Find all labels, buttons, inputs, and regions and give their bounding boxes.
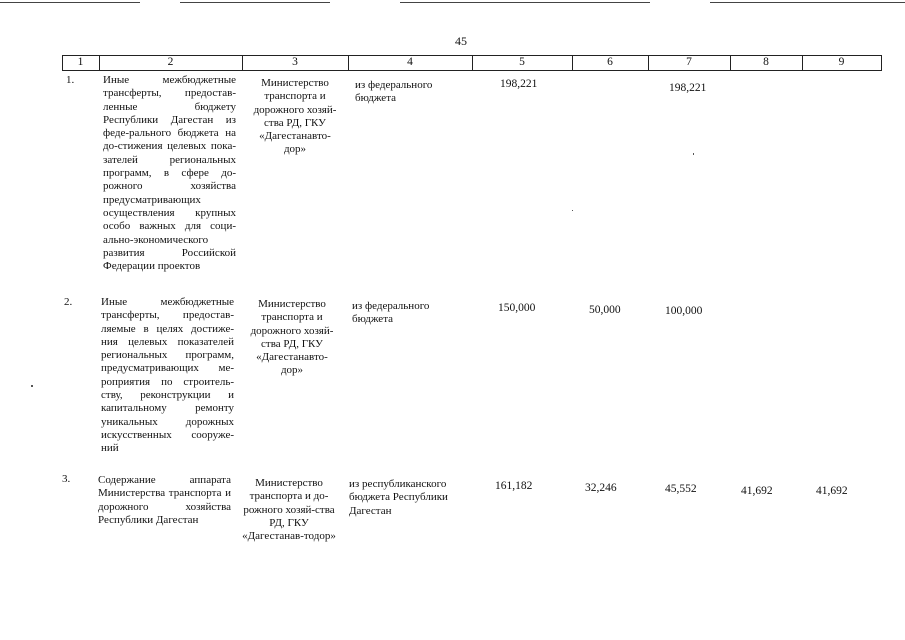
funding-source: из федерального бюджета: [352, 300, 430, 326]
executor: Министерство транспорта и дорожного хозяй-ства РД, ГКУ «Дагестанавто-дор»: [250, 298, 334, 377]
column-header-3: 3: [292, 56, 298, 68]
funding-source: из федерального бюджета: [355, 79, 433, 105]
value-col5: 150,000: [498, 302, 536, 314]
value-col7: 100,000: [665, 305, 703, 317]
scan-speck: [31, 385, 33, 387]
scan-speck: [693, 153, 694, 155]
table-header: [62, 55, 882, 71]
value-col9: 41,692: [816, 485, 848, 497]
column-header-1: 1: [77, 56, 84, 68]
column-header-6: 6: [607, 56, 613, 68]
column-header-9: 9: [838, 56, 845, 68]
column-header-2: 2: [167, 56, 174, 68]
column-header-8: 8: [763, 56, 769, 68]
value-col6: 32,246: [585, 482, 617, 494]
header-divider: [881, 55, 882, 71]
scan-edge-line: [180, 2, 330, 3]
measure-name: Иные межбюджетные трансферты, предостав-ленные бюджету Республики Дагестан из феде-рального бюджета на до-стижения целевых пока-зателей региональных программ, в сфере до-рожного хозяйства предусматривающих осуществления крупных особо важных для соци-ально-экономического развития Российской Федерации проектов: [103, 74, 236, 273]
measure-name: Иные межбюджетные трансферты, предостав-ляемые в целях достиже-ния целевых показателей региональных программ, предусматривающих ме-роприятия по строитель-ству, реконструкции и капитальному ремонту уникальных дорожных искусственных сооруже-ний: [101, 296, 234, 455]
executor: Министерство транспорта и до-рожного хозяй-ства РД, ГКУ «Дагестанав-тодор»: [242, 477, 336, 543]
scan-speck: [572, 210, 573, 211]
value-col6: 50,000: [589, 304, 621, 316]
column-header-4: 4: [407, 56, 413, 68]
scan-edge-line: [400, 2, 650, 3]
measure-name: Содержание аппарата Министерства транспорта и дорожного хозяйства Республики Дагестан: [98, 474, 231, 526]
value-col5: 161,182: [495, 480, 533, 492]
row-number: 3.: [62, 473, 71, 485]
value-col5: 198,221: [500, 78, 538, 90]
scan-edge-line: [710, 2, 905, 3]
value-col8: 41,692: [741, 485, 773, 497]
scan-edge-line: [0, 2, 140, 3]
funding-source: из республиканского бюджета Республики Дагестан: [349, 478, 448, 517]
column-header-7: 7: [686, 56, 692, 68]
row-number: 1.: [66, 74, 75, 86]
page-number: 45: [455, 34, 467, 48]
value-col7: 45,552: [665, 483, 697, 495]
column-header-5: 5: [519, 56, 525, 68]
executor: Министерство транспорта и дорожного хозяй-ства РД, ГКУ «Дагестанавто-дор»: [253, 77, 337, 156]
row-number: 2.: [64, 296, 73, 308]
value-col7: 198,221: [669, 82, 707, 94]
